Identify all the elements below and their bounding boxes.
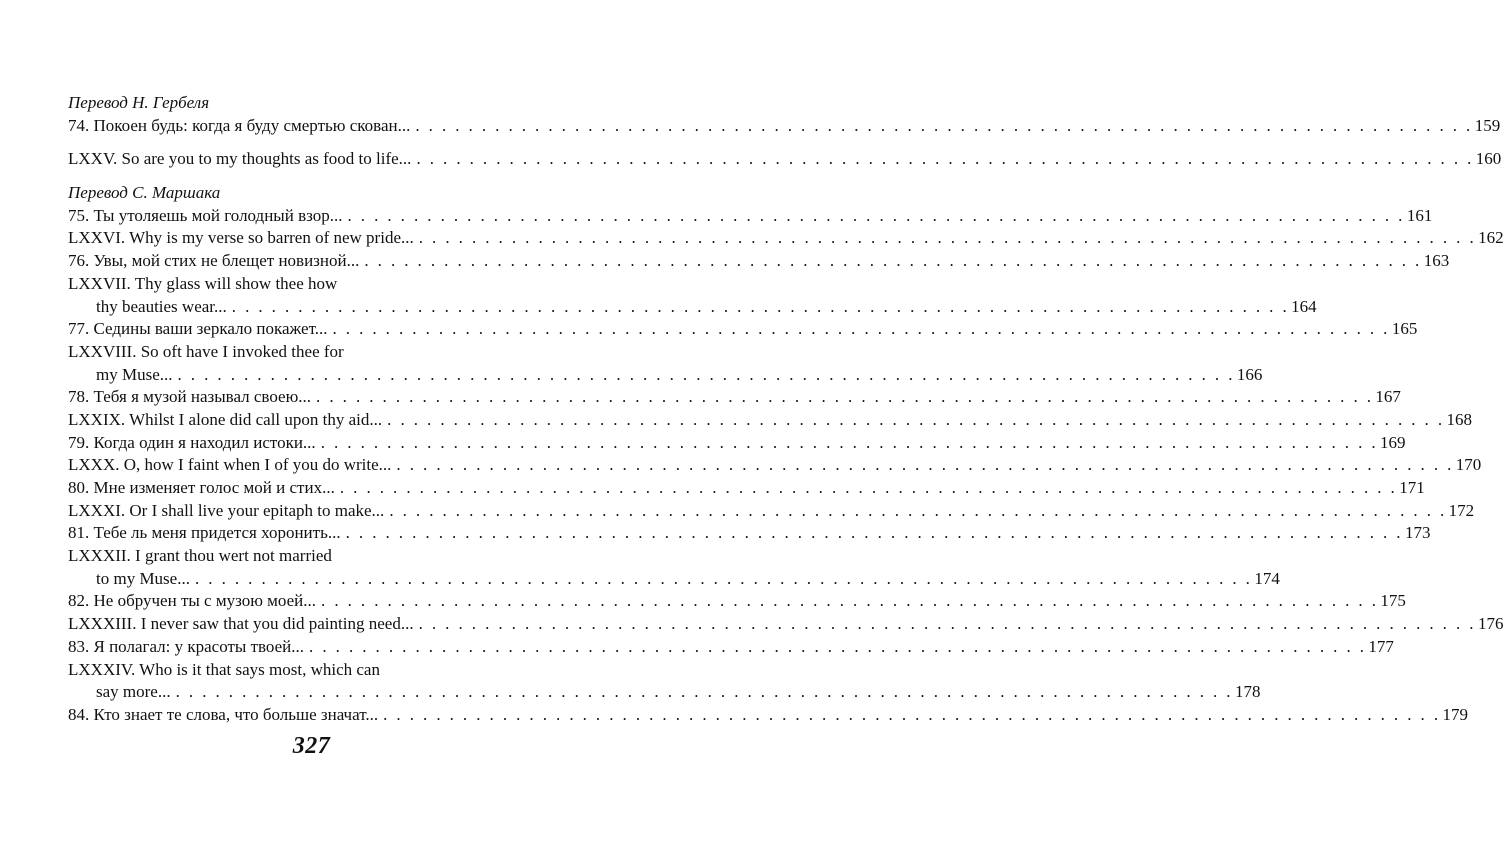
toc-entry-title-first-line: LXXXIV. Who is it that says most, which can [68,659,380,679]
toc-entry[interactable] [68,636,1394,659]
dot-leader: . . . . . . . . . . . . . . . . . . . . . . . . . . . . . . . . . . . . . . . . . . . . . . . . . . . . . . . . . . . . . . . . . . . . . . . . . . . . . . . . [320,432,1379,452]
dot-leader: . . . . . . . . . . . . . . . . . . . . . . . . . . . . . . . . . . . . . . . . . . . . . . . . . . . . . . . . . . . . . . . . . . . . . . . . . . . . . . . . [396,455,1454,475]
toc-entry[interactable] [68,545,1280,590]
toc-entry-title: my Muse... [96,364,173,384]
toc-entry[interactable] [68,148,1502,171]
toc-entry[interactable] [68,432,1406,455]
dot-leader: . . . . . . . . . . . . . . . . . . . . . . . . . . . . . . . . . . . . . . . . . . . . . . . . . . . . . . . . . . . . . . . . . . . . . . . . . . . . . . . . [383,704,1441,724]
toc-entry-title: LXXX. O, how I faint when I of you do write... [68,455,392,475]
toc-entry-title-first-line: LXXVIII. So oft have I invoked thee for [68,341,344,361]
dot-leader: . . . . . . . . . . . . . . . . . . . . . . . . . . . . . . . . . . . . . . . . . . . . . . . . . . . . . . . . . . . . . . . . . . . . . . . . . . . . . . . . [418,228,1477,248]
toc-entry-title: 75. Ты утоляешь мой голодный взор... [68,205,343,225]
dot-leader: . . . . . . . . . . . . . . . . . . . . . . . . . . . . . . . . . . . . . . . . . . . . . . . . . . . . . . . . . . . . . . . . . . . . . . . . . . . . . . . . [364,251,1422,271]
toc-entry[interactable] [68,409,1472,432]
dot-leader: . . . . . . . . . . . . . . . . . . . . . . . . . . . . . . . . . . . . . . . . . . . . . . . . . . . . . . . . . . . . . . . . . . . . . . . . . . . . . . . . [339,478,1398,497]
dot-leader: . . . . . . . . . . . . . . . . . . . . . . . . . . . . . . . . . . . . . . . . . . . . . . . . . . . . . . . . . . . . . . . . . . . . . . . . . . . . . . . . [177,364,1235,384]
toc-entry-title: LXXVI. Why is my verse so barren of new pride... [68,228,414,248]
toc-entry-title-first-line: LXXXII. I grant thou wert not married [68,546,332,566]
toc-entry[interactable] [68,318,1418,341]
toc-entry[interactable] [68,500,1475,523]
toc-entry[interactable] [68,522,1431,545]
toc-entry-page-number: 175 [1380,591,1406,611]
toc-entry[interactable] [68,613,1504,636]
toc-entry-title: say more... [96,682,171,702]
toc-entry-title: LXXXI. Or I shall live your epitaph to make... [68,500,385,520]
toc-entry-title: 82. Не обручен ты с музою моей... [68,591,317,611]
dot-leader: . . . . . . . . . . . . . . . . . . . . . . . . . . . . . . . . . . . . . . . . . . . . . . . . . . . . . . . . . . . . . . . . . . . . . . . . . . . . . . . . [387,409,1445,429]
toc-entry-title: 76. Увы, мой стих не блещет новизной... [68,251,360,271]
dot-leader: . . . . . . . . . . . . . . . . . . . . . . . . . . . . . . . . . . . . . . . . . . . . . . . . . . . . . . . . . . . . . . . . . . . . . . . . . . . . . . . . [309,636,1367,656]
toc-entry[interactable] [68,590,1406,613]
toc-entry[interactable] [68,250,1450,273]
page-number: 327 [292,733,331,759]
toc-entry-title: to my Muse... [96,568,190,588]
toc-section [68,92,1501,137]
toc-entry-page-number: 167 [1375,387,1401,407]
toc-entry-page-number: 176 [1477,614,1504,634]
dot-leader: . . . . . . . . . . . . . . . . . . . . . . . . . . . . . . . . . . . . . . . . . . . . . . . . . . . . . . . . . . . . . . . . . . . . . . . . . . . . . . . . [321,591,1379,611]
toc-entry-page-number: 173 [1404,523,1431,543]
toc-entry-page-number: 172 [1448,500,1475,520]
toc-entry-page-number: 159 [1474,115,1501,135]
dot-leader: . . . . . . . . . . . . . . . . . . . . . . . . . . . . . . . . . . . . . . . . . . . . . . . . . . . . . . . . . . . . . . . . . . . . . . . . . . . . . . . . [332,319,1390,339]
toc-entry[interactable] [68,704,1468,727]
toc-entry-page-number: 169 [1380,432,1406,452]
table-of-contents [68,92,1504,727]
toc-entry-page-number: 174 [1254,568,1280,588]
toc-entry-title: 78. Тебя я музой называл своею... [68,387,312,407]
dot-leader: . . . . . . . . . . . . . . . . . . . . . . . . . . . . . . . . . . . . . . . . . . . . . . . . . . . . . . . . . . . . . . . . . . . . . . . . . . . . . . . . [194,568,1253,588]
toc-entry-page-number: 162 [1478,228,1504,248]
toc-entry-page-number: 178 [1234,682,1261,702]
translator-heading: Перевод С. Маршака [68,183,221,203]
translator-heading: Перевод Н. Гербеля [68,93,210,112]
toc-entry-title: LXXXIII. I never saw that you did painting need... [68,614,414,634]
dot-leader: . . . . . . . . . . . . . . . . . . . . . . . . . . . . . . . . . . . . . . . . . . . . . . . . . . . . . . . . . . . . . . . . . . . . . . . . . . . . . . . . [415,115,1473,135]
toc-entry-page-number: 161 [1406,205,1433,225]
toc-entry-title: 77. Седины ваши зеркало покажет... [68,319,328,339]
toc-entry[interactable] [68,341,1263,386]
toc-entry-page-number: 165 [1391,319,1418,339]
toc-entry-page-number: 164 [1291,296,1317,316]
dot-leader: . . . . . . . . . . . . . . . . . . . . . . . . . . . . . . . . . . . . . . . . . . . . . . . . . . . . . . . . . . . . . . . . . . . . . . . . . . . . . . . . [345,523,1403,543]
dot-leader: . . . . . . . . . . . . . . . . . . . . . . . . . . . . . . . . . . . . . . . . . . . . . . . . . . . . . . . . . . . . . . . . . . . . . . . . . . . . . . . . [416,149,1474,169]
toc-entry-title: LXXV. So are you to my thoughts as food to life... [68,149,412,169]
toc-entry-page-number: 163 [1423,251,1450,271]
toc-entry[interactable] [68,454,1482,477]
toc-section [68,148,1502,171]
toc-entry-title: 84. Кто знает те слова, что больше значат... [68,704,379,724]
toc-entry-page-number: 170 [1455,455,1482,475]
toc-entry-title: 81. Тебе ль меня придется хоронить... [68,523,341,543]
toc-entry-title: 74. Покоен будь: когда я буду смертью скован... [68,115,411,135]
toc-entry-page-number: 179 [1442,704,1468,724]
dot-leader: . . . . . . . . . . . . . . . . . . . . . . . . . . . . . . . . . . . . . . . . . . . . . . . . . . . . . . . . . . . . . . . . . . . . . . . . . . . . . . . . [316,387,1374,407]
toc-entry-title: 83. Я полагал: у красоты твоей... [68,636,305,656]
toc-entry-title: 80. Мне изменяет голос мой и стих... [68,478,335,497]
dot-leader: . . . . . . . . . . . . . . . . . . . . . . . . . . . . . . . . . . . . . . . . . . . . . . . . . . . . . . . . . . . . . . . . . . . . . . . . . . . . . . . . [389,500,1447,520]
toc-entry[interactable] [68,205,1433,228]
dot-leader: . . . . . . . . . . . . . . . . . . . . . . . . . . . . . . . . . . . . . . . . . . . . . . . . . . . . . . . . . . . . . . . . . . . . . . . . . . . . . . . . [175,682,1233,702]
toc-entry[interactable] [68,227,1504,250]
dot-leader: . . . . . . . . . . . . . . . . . . . . . . . . . . . . . . . . . . . . . . . . . . . . . . . . . . . . . . . . . . . . . . . . . . . . . . . . . . . . . . . . [347,205,1405,225]
toc-entry-title: thy beauties wear... [96,296,227,316]
dot-leader: . . . . . . . . . . . . . . . . . . . . . . . . . . . . . . . . . . . . . . . . . . . . . . . . . . . . . . . . . . . . . . . . . . . . . . . . . . . . . . . . [418,614,1476,634]
toc-entry-page-number: 166 [1236,364,1263,384]
toc-section [68,182,1504,727]
toc-entry-page-number: 160 [1475,149,1502,169]
toc-entry[interactable] [68,273,1317,318]
toc-entry[interactable] [68,477,1425,500]
toc-entry-page-number: 168 [1446,409,1472,429]
toc-entry-page-number: 177 [1368,636,1394,656]
dot-leader: . . . . . . . . . . . . . . . . . . . . . . . . . . . . . . . . . . . . . . . . . . . . . . . . . . . . . . . . . . . . . . . . . . . . . . . . . . . . . . . . [231,296,1290,316]
toc-entry-title: 79. Когда один я находил истоки... [68,432,316,452]
toc-entry-title: LXXIX. Whilst I alone did call upon thy aid... [68,409,383,429]
toc-entry[interactable] [68,386,1401,409]
toc-entry[interactable] [68,659,1261,704]
toc-entry-page-number: 171 [1399,478,1425,497]
toc-entry-title-first-line: LXXVII. Thy glass will show thee how [68,273,338,293]
toc-entry[interactable] [68,115,1501,138]
